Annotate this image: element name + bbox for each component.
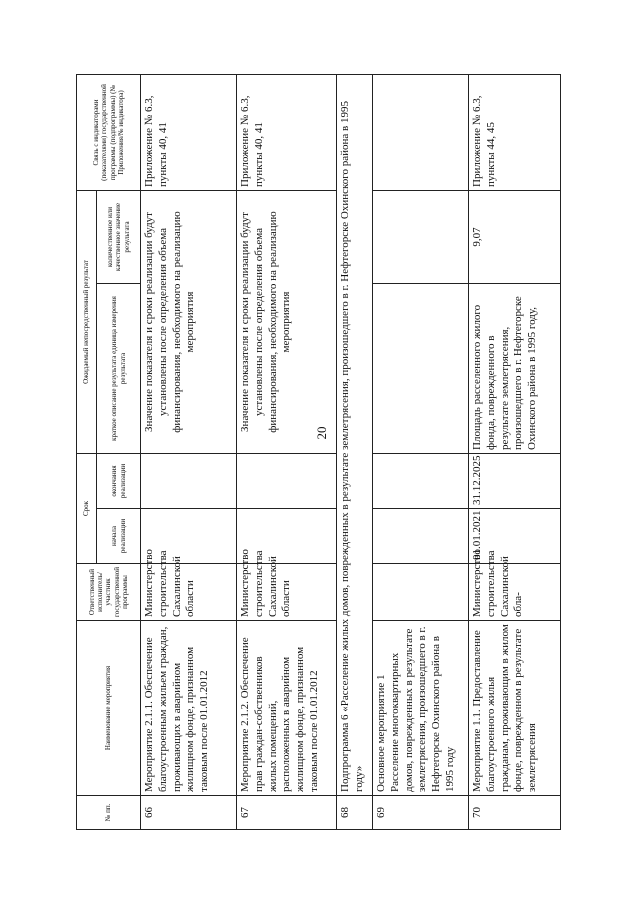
row-start: 01.01.2021 xyxy=(469,509,561,564)
table-row xyxy=(469,74,561,829)
table-row xyxy=(337,74,373,829)
header-name: Наименование мероприятия xyxy=(77,621,141,796)
row-name: Мероприятие 2.1.1. Обеспечение благоустроенным жильем граждан, проживающих в аварийном жилищном фонде, признанном таковым после 01.01.2012 xyxy=(141,621,237,796)
row-link: Приложение № 6.3, пункты 40, 41 xyxy=(237,74,337,190)
header-link: Связь с индикаторами (показателями) государственной программы (подпрограммы) (№ Приложения/№ индикатора) xyxy=(77,74,141,190)
table-row xyxy=(141,74,237,829)
row-num: 66 xyxy=(141,796,237,830)
row-name: Мероприятие 2.1.2. Обеспечение прав граждан-собственников жилых помещений, расположенных в аварийном жилищном фонде, признанном таковым после 01.01.2012 xyxy=(237,621,337,796)
measures-table xyxy=(76,74,561,830)
row-merged-note: Значение показателя и сроки реализации будут установлены после определения объема финансирования, необходимого на реализацию мероприятия xyxy=(237,190,337,453)
table-row xyxy=(237,74,337,829)
row-quant: 9,07 xyxy=(469,190,561,283)
header-quant: количественное или качественное значение результата xyxy=(97,190,141,283)
header-num: № пп. xyxy=(77,796,141,830)
rotated-table-container xyxy=(76,75,611,830)
row-responsible: Министерство строительства Сахалинской области xyxy=(237,564,337,621)
header-start: начала реализации xyxy=(97,509,141,564)
header-expected: Ожидаемый непосредственный результат xyxy=(77,190,97,453)
header-end: окончания реализации xyxy=(97,453,141,508)
row-name: Основное мероприятие 1 Расселение многоквартирных домов, поврежденных в результате землетрясения, произошедшего в г. Нефтегорске Охинского района в 1995 году xyxy=(373,621,469,796)
row-link: Приложение № 6.3, пункты 44, 45 xyxy=(469,74,561,190)
table-row xyxy=(373,74,469,829)
row-responsible: Министерство строительства Сахалинской обла- xyxy=(469,564,561,621)
header-short-desc: краткое описание результата единица измерения результата xyxy=(97,283,141,453)
row-short-desc: Площадь расселенного жилого фонда, поврежденного в результате землетрясения, произошедшего в г. Нефтегорске Охинского района в 1995 году, xyxy=(469,283,561,453)
row-merged-note: Значение показателя и сроки реализации будут установлены после определения объема финансирования, необходимого на реализацию мероприятия xyxy=(141,190,237,453)
row-name: Мероприятие 1.1. Предоставление благоустроенного жилья гражданам, проживающим в жилом фонде, поврежденном в результате землетрясения xyxy=(469,621,561,796)
page-number: 20 xyxy=(314,426,329,440)
header-responsible: Ответственный исполнитель/участник государственной программы xyxy=(77,564,141,621)
row-end: 31.12.2025 xyxy=(469,453,561,508)
row-num: 69 xyxy=(373,796,469,830)
subprogram-title: Подпрограмма 6 «Расселение жилых домов, поврежденных в результате землетрясения, произошедшего в г. Нефтегорске Охинского района в 1995 году» xyxy=(337,74,373,795)
header-term: Срок xyxy=(77,453,97,563)
row-link: Приложение № 6.3, пункты 40, 41 xyxy=(141,74,237,190)
row-num: 70 xyxy=(469,796,561,830)
row-num: 68 xyxy=(337,796,373,830)
row-num: 67 xyxy=(237,796,337,830)
row-responsible: Министерство строительства Сахалинской области xyxy=(141,564,237,621)
